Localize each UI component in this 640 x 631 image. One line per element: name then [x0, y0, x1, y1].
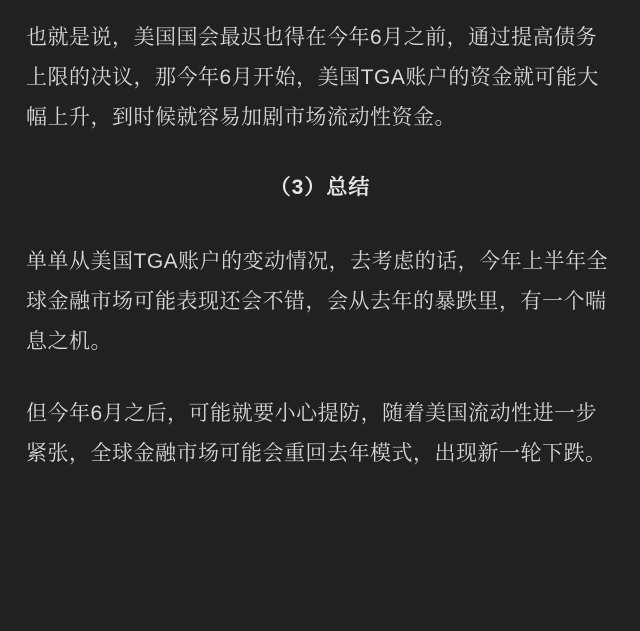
paragraph-debt-ceiling: 也就是说，美国国会最迟也得在今年6月之前，通过提高债务上限的决议，那今年6月开始，美国TGA账户的资金就可能大幅上升，到时候就容易加剧市场流动性资金。 — [26, 26, 599, 129]
section-heading-summary: （3）总结 — [269, 176, 371, 199]
paragraph-second-half-warning: 但今年6月之后，可能就要小心提防，随着美国流动性进一步紧张，全球金融市场可能会重回去年模式，出现新一轮下跌。 — [26, 402, 607, 465]
paragraph-first-half-outlook: 单单从美国TGA账户的变动情况，去考虑的话，今年上半年全球金融市场可能表现还会不错，会从去年的暴跌里，有一个喘息之机。 — [26, 250, 609, 353]
